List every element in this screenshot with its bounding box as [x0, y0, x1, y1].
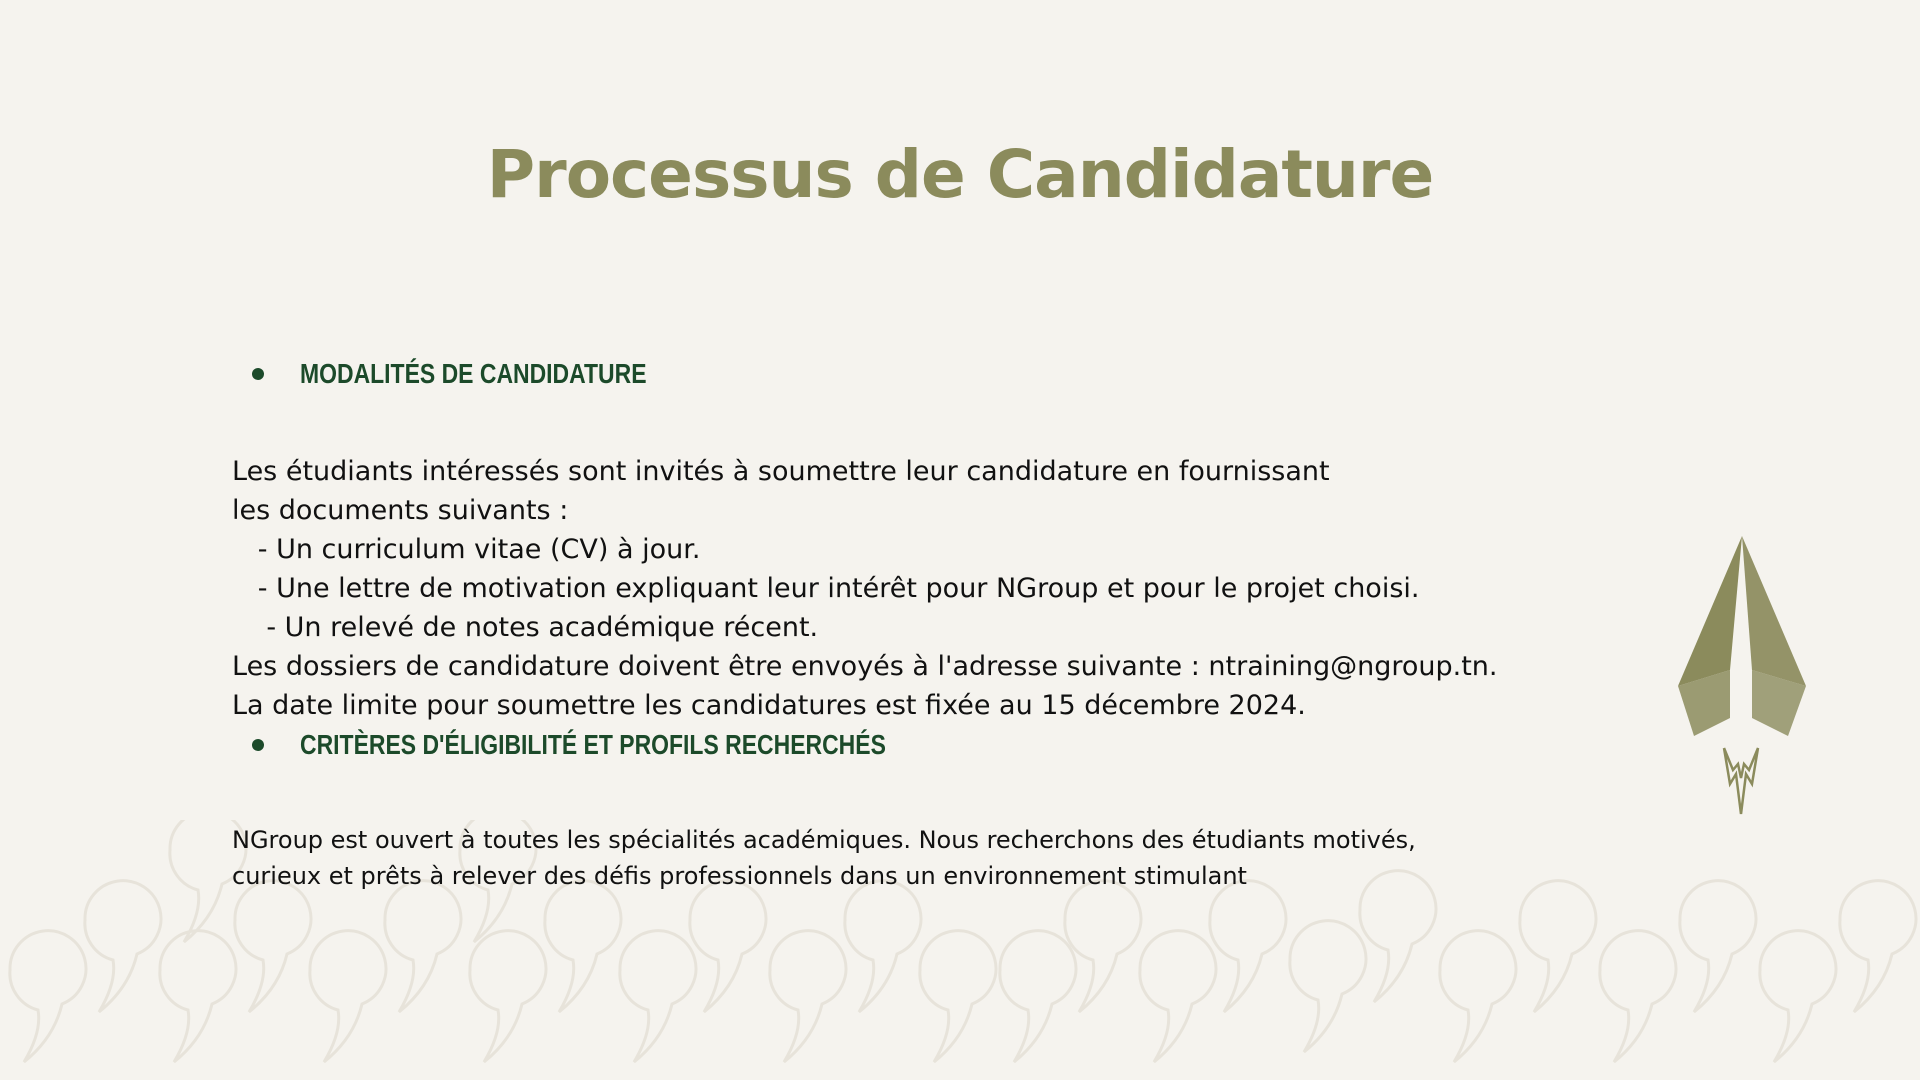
body-line: - Un relevé de notes académique récent.: [232, 612, 819, 643]
body-line: curieux et prêts à relever des défis professionnels dans un environnement stimulant: [232, 862, 1247, 890]
section-heading-label: CRITÈRES D'ÉLIGIBILITÉ ET PROFILS RECHERCHÉS: [300, 729, 886, 760]
body-line: Les dossiers de candidature doivent être envoyés à l'adresse suivante : ntraining@ngroup.tn.: [232, 651, 1498, 682]
body-line: les documents suivants :: [232, 495, 569, 526]
section-body-modalites: [232, 413, 1498, 725]
section-body-criteres: [232, 786, 1416, 894]
body-line: - Un curriculum vitae (CV) à jour.: [232, 534, 701, 565]
section-heading-modalites: [252, 354, 723, 394]
section-heading-criteres: [252, 725, 1015, 765]
body-line: NGroup est ouvert à toutes les spécialités académiques. Nous recherchons des étudiants motivés,: [232, 826, 1416, 854]
bullet-icon: [252, 368, 264, 380]
body-line: La date limite pour soumettre les candidatures est fixée au 15 décembre 2024.: [232, 690, 1306, 721]
section-heading-label: MODALITÉS DE CANDIDATURE: [300, 358, 647, 389]
body-line: - Une lettre de motivation expliquant leur intérêt pour NGroup et pour le projet choisi.: [232, 573, 1420, 604]
page-title: Processus de Candidature: [486, 136, 1434, 213]
body-line: Les étudiants intéressés sont invités à soumettre leur candidature en fournissant: [232, 456, 1330, 487]
bullet-icon: [252, 739, 264, 751]
rocket-icon: [1672, 534, 1808, 816]
